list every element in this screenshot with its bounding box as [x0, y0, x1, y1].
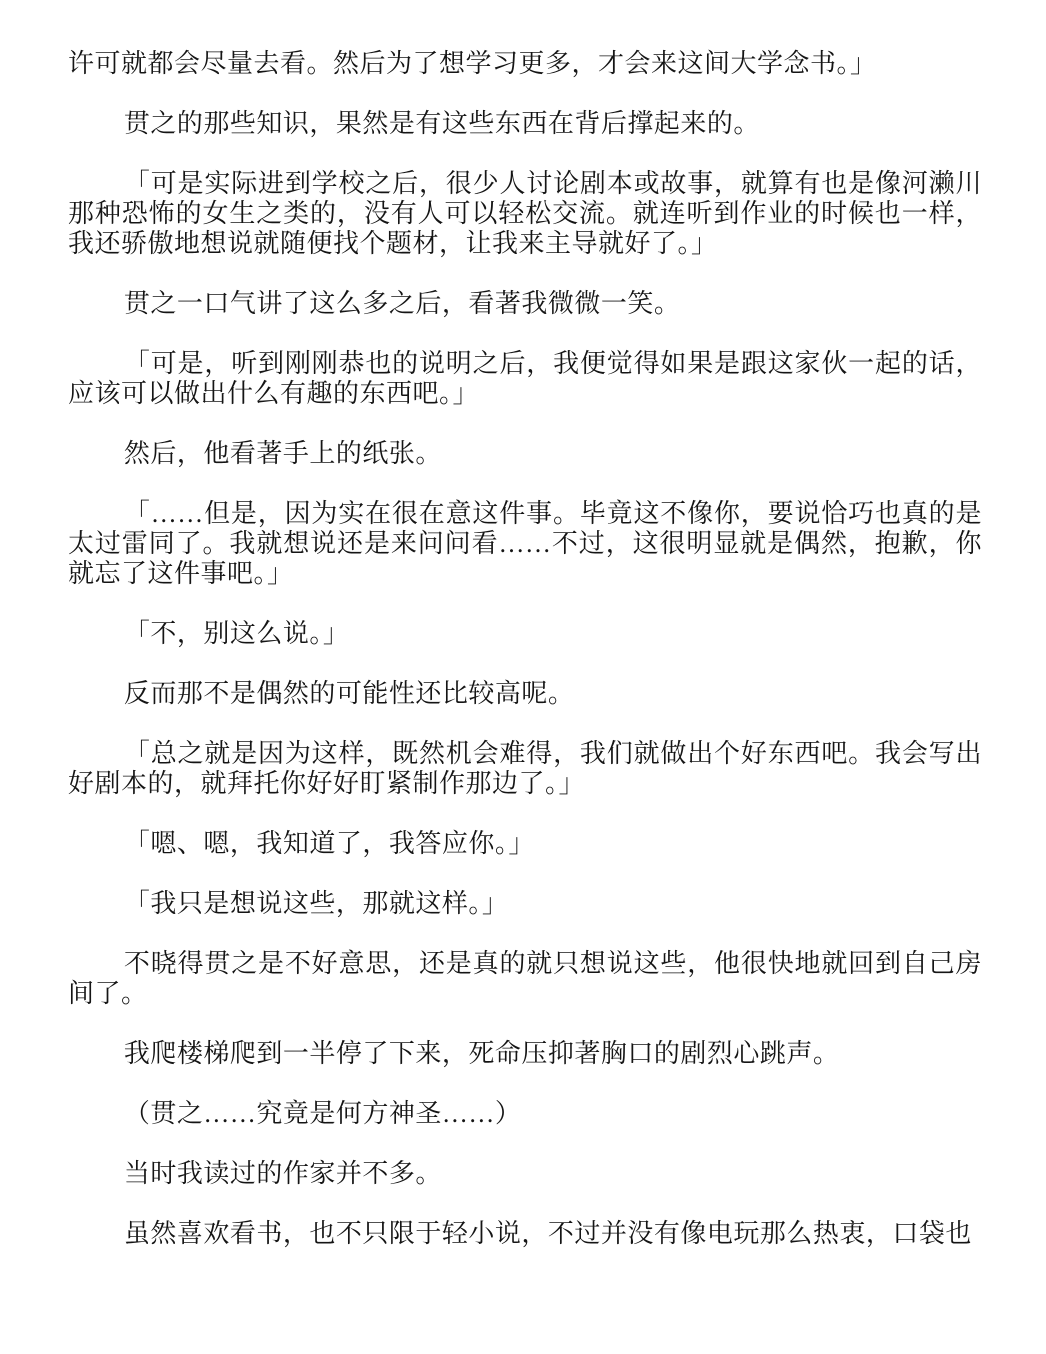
paragraph: 「可是实际进到学校之后，很少人讨论剧本或故事，就算有也是像河濑川那种恐怖的女生之类的，没有人可以轻松交流。就连听到作业的时候也一样，我还骄傲地想说就随便找个题材，让我来主导就好了。」	[68, 169, 982, 258]
paragraph: 「……但是，因为实在很在意这件事。毕竟这不像你，要说恰巧也真的是太过雷同了。我就想说还是来问问看……不过，这很明显就是偶然，抱歉，你就忘了这件事吧。」	[68, 499, 982, 588]
paragraph: 贯之一口气讲了这么多之后，看著我微微一笑。	[123, 289, 681, 318]
paragraph: 「可是，听到刚刚恭也的说明之后，我便觉得如果是跟这家伙一起的话，应该可以做出什么有趣的东西吧。」	[68, 349, 982, 408]
paragraph: 反而那不是偶然的可能性还比较高呢。	[123, 679, 575, 708]
paragraph: 许可就都会尽量去看。然后为了想学习更多，才会来这间大学念书。」	[68, 49, 877, 78]
paragraph: 「不，别这么说。」	[123, 619, 350, 648]
paragraph: 不晓得贯之是不好意思，还是真的就只想说这些，他很快地就回到自己房间了。	[68, 949, 982, 1008]
paragraph: 「我只是想说这些，那就这样。」	[123, 889, 509, 918]
paragraph: 「总之就是因为这样，既然机会难得，我们就做出个好东西吧。我会写出好剧本的，就拜托你好好盯紧制作那边了。」	[68, 739, 982, 798]
paragraph: 当时我读过的作家并不多。	[123, 1159, 442, 1188]
paragraph: 我爬楼梯爬到一半停了下来，死命压抑著胸口的剧烈心跳声。	[123, 1039, 840, 1068]
paragraph: （贯之……究竟是何方神圣……）	[123, 1099, 522, 1128]
paragraph: 贯之的那些知识，果然是有这些东西在背后撑起来的。	[123, 109, 760, 138]
paragraph: 虽然喜欢看书，也不只限于轻小说，不过并没有像电玩那么热衷，口袋也	[123, 1219, 972, 1248]
paragraph: 然后，他看著手上的纸张。	[123, 439, 442, 468]
paragraph: 「嗯、嗯，我知道了，我答应你。」	[123, 829, 535, 858]
